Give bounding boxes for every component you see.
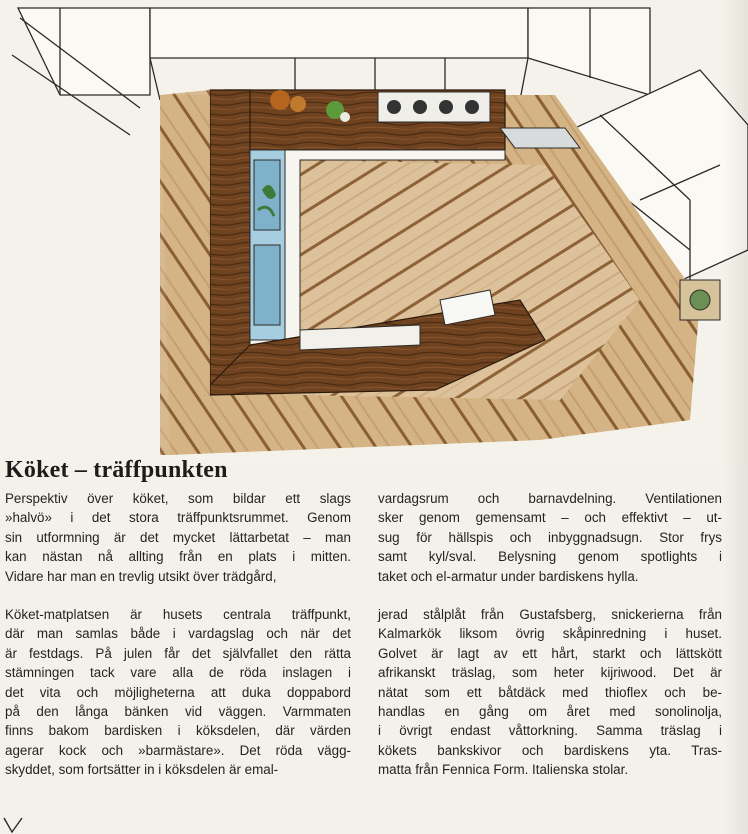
text-line: på den långa bänken vid väggen. Varmmaten xyxy=(5,704,351,720)
text-line: afrikanskt träslag, som heter kijriwood. Det är xyxy=(378,665,722,681)
corner-mark xyxy=(2,816,26,834)
text-line: skyddet, som fortsätter in i köksdelen är emal- xyxy=(5,762,279,778)
text-line: samt kyl/sval. Belysning genom spotlights i xyxy=(378,549,722,565)
text-line: sker genom gemensamt – och effektivt – ut- xyxy=(378,510,722,526)
text-line: kökets bankskivor och bardiskens yta. Tras- xyxy=(378,742,722,758)
text-line: kan nästan nå allting från en plats i mitten. xyxy=(5,549,351,565)
text-line: Golvet är lagt av ett hårt, starkt och lättskött xyxy=(378,645,722,661)
text-line: Perspektiv över köket, som bildar ett slags xyxy=(5,491,351,506)
text-line: Vidare har man en trevlig utsikt över trädgård, xyxy=(5,568,277,584)
left-paragraph-1 xyxy=(5,489,351,586)
text-line: agerar kock och »barmästare». Det röda vägg- xyxy=(5,742,351,758)
text-line: finns bakom bardisken i köksdelen, där värden xyxy=(5,723,351,739)
article-title: Köket – träffpunkten xyxy=(5,457,228,483)
text-line: »halvö» i det stora träffpunktsrummet. Genom xyxy=(5,510,351,526)
left-column xyxy=(5,489,351,799)
right-paragraph-2 xyxy=(378,605,722,780)
text-line: nätat som ett båtdäck med thioflex och be- xyxy=(378,684,722,700)
text-line: handlas en gång om året med sonolinolja, xyxy=(378,704,722,720)
text-line: Kalmarkök liksom övrig skåpinredning i huset. xyxy=(378,626,722,642)
text-line: matta från Fennica Form. Italienska stolar. xyxy=(378,762,629,778)
text-line: i övrigt endast våttorkning. Samma träslag i xyxy=(378,723,722,739)
text-line: det vita och möjligheterna att duka doppabord xyxy=(5,684,351,700)
text-line: sug för hällspis och inbyggnadsugn. Stor frys xyxy=(378,529,722,545)
text-line: vardagsrum och barnavdelning. Ventilationen xyxy=(378,491,722,506)
text-line: jerad stålplåt från Gustafsberg, snickerierna från xyxy=(378,607,722,623)
text-line: sin utformning är det mycket lättarbetat – man xyxy=(5,529,351,545)
text-line: stämningen tack vare alla de röda inslagen i xyxy=(5,665,351,681)
text-line: taket och el-armatur under bardiskens hylla. xyxy=(378,568,639,584)
right-column xyxy=(378,489,722,799)
text-line: där man samlas både i vardagslag och när det xyxy=(5,626,351,642)
text-line: Köket-matplatsen är husets centrala träffpunkt, xyxy=(5,607,351,623)
page-edge-shadow xyxy=(723,0,748,834)
right-paragraph-1 xyxy=(378,489,722,586)
left-paragraph-2 xyxy=(5,605,351,780)
text-line: är festdags. På julen får det självfallet den rätta xyxy=(5,645,351,661)
